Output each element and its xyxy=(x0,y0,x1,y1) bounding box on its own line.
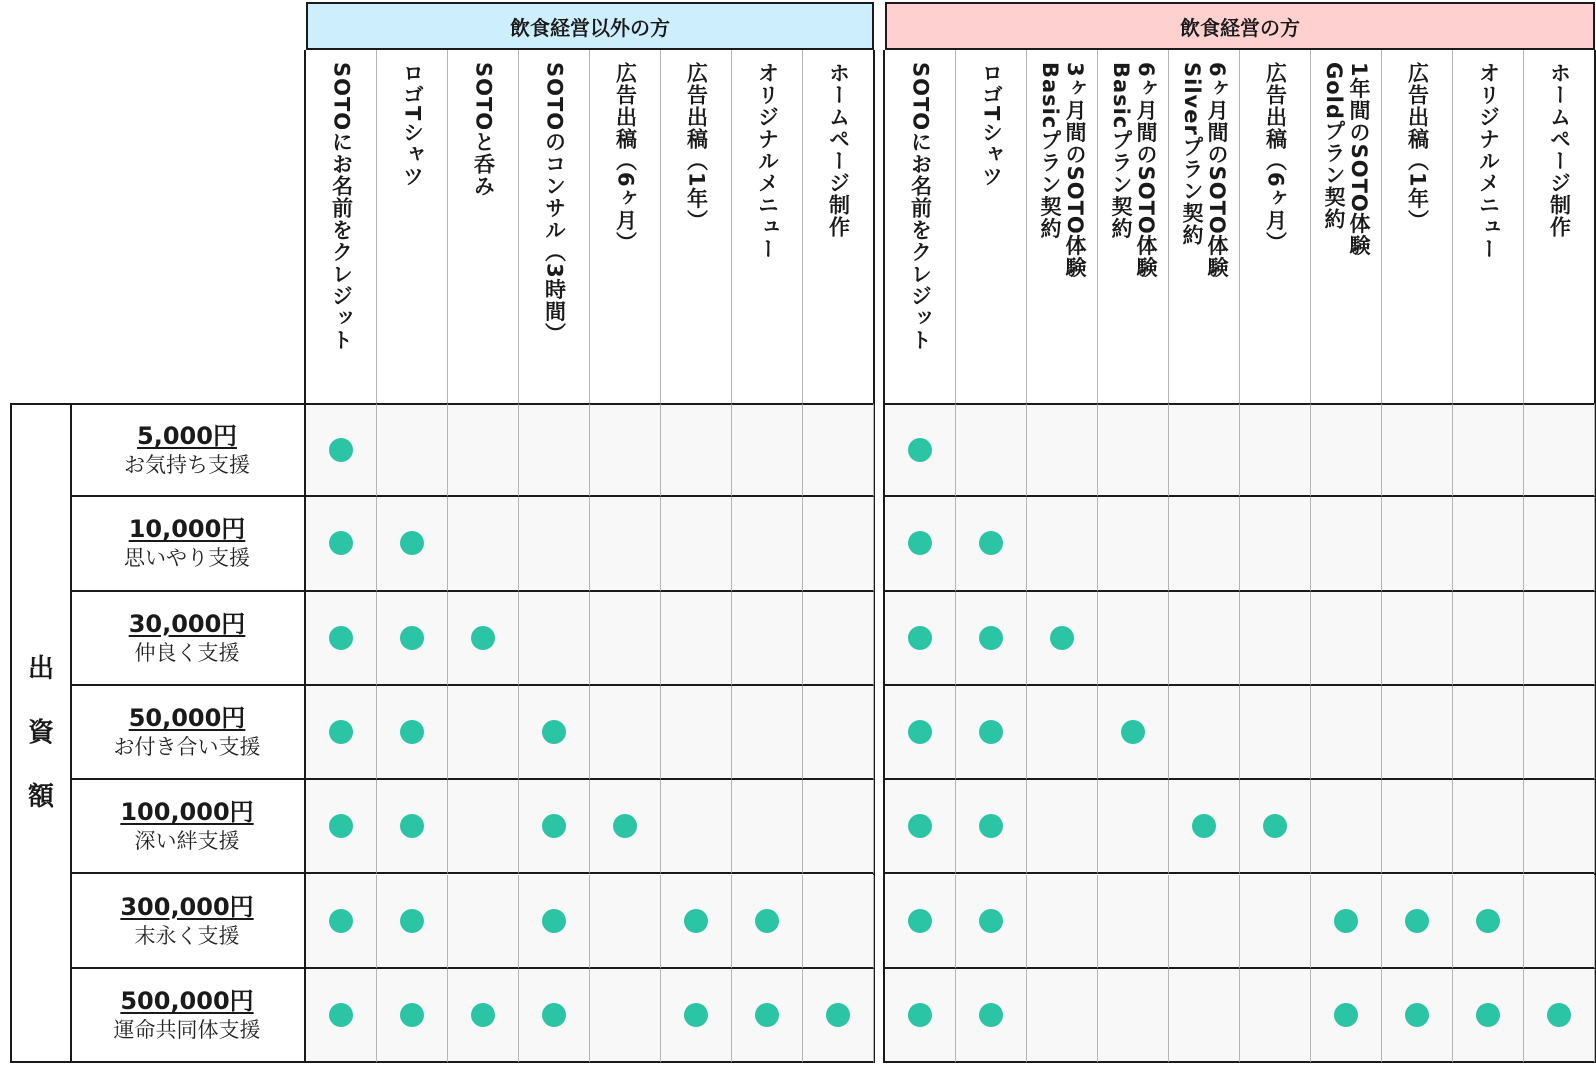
table-cell xyxy=(1311,875,1382,969)
row-label xyxy=(70,592,306,686)
included-dot-icon xyxy=(979,531,1003,555)
table-cell xyxy=(519,403,590,497)
table-cell xyxy=(1027,686,1098,780)
included-dot-icon xyxy=(542,814,566,838)
table-cell xyxy=(306,875,377,969)
row-label xyxy=(70,686,306,780)
included-dot-icon xyxy=(613,814,637,838)
table-cell xyxy=(1240,497,1311,591)
table-cell xyxy=(1524,875,1595,969)
column-header-label: SOTOにお名前をクレジット xyxy=(908,62,933,352)
row-amount: 500,000円 xyxy=(120,986,254,1015)
table-cell xyxy=(1311,686,1382,780)
table-cell xyxy=(448,497,519,591)
column-header-label: 広告出稿（6ヶ月） xyxy=(613,62,638,254)
included-dot-icon xyxy=(979,1003,1003,1027)
row-amount: 5,000円 xyxy=(137,422,237,451)
table-cell xyxy=(377,592,448,686)
table-cell xyxy=(885,969,956,1063)
table-cell xyxy=(1240,686,1311,780)
table-cell xyxy=(306,686,377,780)
table-cell xyxy=(1027,592,1098,686)
table-cell xyxy=(1311,592,1382,686)
included-dot-icon xyxy=(908,720,932,744)
row-tier-name: 運命共同体支援 xyxy=(113,1017,261,1042)
table-cell xyxy=(1382,969,1453,1063)
table-cell xyxy=(803,686,874,780)
table-cell xyxy=(306,497,377,591)
table-cell xyxy=(1453,686,1524,780)
table-cell xyxy=(590,875,661,969)
column-header xyxy=(306,50,377,403)
table-cell xyxy=(661,592,732,686)
column-header xyxy=(1169,50,1240,403)
column-header-label: 1年間のSOTO体験 Goldプラン契約 xyxy=(1322,62,1371,257)
row-tier-name: 思いやり支援 xyxy=(124,546,250,571)
column-header-label: 広告出稿（6ヶ月） xyxy=(1263,62,1288,254)
table-cell xyxy=(956,497,1027,591)
included-dot-icon xyxy=(979,814,1003,838)
table-cell xyxy=(1098,969,1169,1063)
included-dot-icon xyxy=(1263,814,1287,838)
included-dot-icon xyxy=(329,909,353,933)
table-cell xyxy=(590,497,661,591)
table-cell xyxy=(661,497,732,591)
included-dot-icon xyxy=(908,531,932,555)
table-cell xyxy=(519,497,590,591)
table-cell xyxy=(1453,780,1524,874)
included-dot-icon xyxy=(329,438,353,462)
row-amount: 50,000円 xyxy=(128,704,246,733)
row-tier-name: 末永く支援 xyxy=(134,923,240,948)
column-header-label: 3ヶ月間のSOTO体験 Basicプラン契約 xyxy=(1038,62,1087,279)
table-cell xyxy=(1311,780,1382,874)
included-dot-icon xyxy=(1050,626,1074,650)
table-cell xyxy=(1382,686,1453,780)
row-label xyxy=(70,403,306,497)
column-header-label: SOTOにお名前をクレジット xyxy=(329,62,354,352)
row-label xyxy=(70,969,306,1063)
table-cell xyxy=(448,592,519,686)
table-cell xyxy=(1240,780,1311,874)
table-cell xyxy=(1453,403,1524,497)
column-header xyxy=(956,50,1027,403)
table-cell xyxy=(448,403,519,497)
row-label xyxy=(70,875,306,969)
included-dot-icon xyxy=(329,626,353,650)
included-dot-icon xyxy=(979,909,1003,933)
column-header xyxy=(448,50,519,403)
column-header xyxy=(732,50,803,403)
included-dot-icon xyxy=(400,909,424,933)
table-cell xyxy=(1240,403,1311,497)
row-amount: 300,000円 xyxy=(120,892,254,921)
table-cell xyxy=(661,403,732,497)
column-header xyxy=(1453,50,1524,403)
table-cell xyxy=(1240,969,1311,1063)
table-cell xyxy=(1169,497,1240,591)
included-dot-icon xyxy=(471,1003,495,1027)
table-cell xyxy=(448,969,519,1063)
included-dot-icon xyxy=(542,720,566,744)
table-cell xyxy=(803,875,874,969)
table-cell xyxy=(306,592,377,686)
included-dot-icon xyxy=(542,1003,566,1027)
group-header-2: 飲食経営の方 xyxy=(885,2,1595,50)
row-amount: 100,000円 xyxy=(120,798,254,827)
group-header-1: 飲食経営以外の方 xyxy=(306,2,874,50)
table-cell xyxy=(377,969,448,1063)
table-cell xyxy=(1453,969,1524,1063)
row-amount: 10,000円 xyxy=(128,515,246,544)
included-dot-icon xyxy=(826,1003,850,1027)
table-cell xyxy=(885,497,956,591)
table-cell xyxy=(1169,592,1240,686)
row-label xyxy=(70,780,306,874)
table-cell xyxy=(1382,497,1453,591)
table-cell xyxy=(732,592,803,686)
table-cell xyxy=(1169,780,1240,874)
column-header xyxy=(1098,50,1169,403)
table-cell xyxy=(377,403,448,497)
included-dot-icon xyxy=(908,909,932,933)
column-header xyxy=(1240,50,1311,403)
column-header-label: ホームページ制作 xyxy=(826,62,851,238)
table-cell xyxy=(885,780,956,874)
table-cell xyxy=(1240,875,1311,969)
table-cell xyxy=(590,969,661,1063)
table-cell xyxy=(1453,592,1524,686)
included-dot-icon xyxy=(1476,909,1500,933)
table-cell xyxy=(1524,686,1595,780)
row-amount: 30,000円 xyxy=(128,609,246,638)
included-dot-icon xyxy=(542,909,566,933)
included-dot-icon xyxy=(471,626,495,650)
column-header-label: 広告出稿（1年） xyxy=(1405,62,1430,232)
included-dot-icon xyxy=(1405,1003,1429,1027)
column-header-label: オリジナルメニュー xyxy=(1476,62,1501,260)
table-cell xyxy=(803,403,874,497)
table-cell xyxy=(956,592,1027,686)
table-cell xyxy=(661,875,732,969)
row-label xyxy=(70,497,306,591)
included-dot-icon xyxy=(1334,1003,1358,1027)
included-dot-icon xyxy=(329,720,353,744)
table-cell xyxy=(306,969,377,1063)
row-tier-name: お付き合い支援 xyxy=(113,735,261,760)
table-cell xyxy=(1169,969,1240,1063)
table-cell xyxy=(519,969,590,1063)
table-cell xyxy=(956,969,1027,1063)
column-header-label: 広告出稿（1年） xyxy=(684,62,709,232)
table-cell xyxy=(1524,497,1595,591)
table-cell xyxy=(732,969,803,1063)
included-dot-icon xyxy=(400,1003,424,1027)
table-cell xyxy=(1453,497,1524,591)
table-cell xyxy=(956,686,1027,780)
table-cell xyxy=(803,969,874,1063)
table-cell xyxy=(1453,875,1524,969)
table-cell xyxy=(885,592,956,686)
row-tier-name: 仲良く支援 xyxy=(134,640,240,665)
table-cell xyxy=(1169,875,1240,969)
table-cell xyxy=(590,403,661,497)
table-cell xyxy=(661,686,732,780)
table-cell xyxy=(377,875,448,969)
included-dot-icon xyxy=(908,626,932,650)
included-dot-icon xyxy=(329,531,353,555)
included-dot-icon xyxy=(755,1003,779,1027)
side-label-char: 額 xyxy=(27,782,54,813)
included-dot-icon xyxy=(329,814,353,838)
included-dot-icon xyxy=(1121,720,1145,744)
table-cell xyxy=(519,686,590,780)
column-header-label: オリジナルメニュー xyxy=(755,62,780,260)
table-cell xyxy=(803,780,874,874)
included-dot-icon xyxy=(979,720,1003,744)
included-dot-icon xyxy=(1547,1003,1571,1027)
table-cell xyxy=(377,686,448,780)
column-header-label: ロゴTシャツ xyxy=(979,62,1004,188)
column-header xyxy=(661,50,732,403)
column-header xyxy=(1311,50,1382,403)
included-dot-icon xyxy=(684,909,708,933)
table-cell xyxy=(661,969,732,1063)
table-cell xyxy=(1169,403,1240,497)
column-header xyxy=(377,50,448,403)
included-dot-icon xyxy=(1192,814,1216,838)
table-cell xyxy=(1311,969,1382,1063)
table-cell xyxy=(732,497,803,591)
table-cell xyxy=(1098,686,1169,780)
table-cell xyxy=(1098,592,1169,686)
table-cell xyxy=(1311,403,1382,497)
table-cell xyxy=(1098,875,1169,969)
table-cell xyxy=(1524,969,1595,1063)
table-cell xyxy=(1524,780,1595,874)
table-cell xyxy=(519,592,590,686)
included-dot-icon xyxy=(400,720,424,744)
row-tier-name: お気持ち支援 xyxy=(124,453,250,478)
table-cell xyxy=(885,403,956,497)
column-header-label: SOTOのコンサル（3時間） xyxy=(542,62,567,345)
column-header xyxy=(590,50,661,403)
table-cell xyxy=(1524,592,1595,686)
table-cell xyxy=(885,686,956,780)
table-cell xyxy=(519,875,590,969)
table-cell xyxy=(1382,875,1453,969)
row-tier-name: 深い絆支援 xyxy=(134,829,240,854)
table-cell xyxy=(1027,780,1098,874)
table-cell xyxy=(306,403,377,497)
table-cell xyxy=(377,497,448,591)
table-cell xyxy=(1169,686,1240,780)
table-cell xyxy=(1240,592,1311,686)
table-cell xyxy=(732,403,803,497)
column-header xyxy=(1027,50,1098,403)
included-dot-icon xyxy=(1476,1003,1500,1027)
included-dot-icon xyxy=(329,1003,353,1027)
table-cell xyxy=(732,686,803,780)
column-header-label: 6ヶ月間のSOTO体験 Basicプラン契約 xyxy=(1109,62,1158,279)
table-cell xyxy=(1382,403,1453,497)
table-cell xyxy=(590,780,661,874)
table-cell xyxy=(448,686,519,780)
table-cell xyxy=(377,780,448,874)
table-cell xyxy=(519,780,590,874)
table-cell xyxy=(956,780,1027,874)
column-header-label: ロゴTシャツ xyxy=(400,62,425,188)
side-label-char: 資 xyxy=(27,718,54,749)
table-cell xyxy=(1524,403,1595,497)
table-cell xyxy=(803,592,874,686)
table-cell xyxy=(1382,780,1453,874)
side-label-char: 出 xyxy=(27,654,54,685)
included-dot-icon xyxy=(1334,909,1358,933)
table-cell xyxy=(1027,403,1098,497)
table-cell xyxy=(732,875,803,969)
table-cell xyxy=(448,780,519,874)
included-dot-icon xyxy=(400,531,424,555)
table-cell xyxy=(661,780,732,874)
table-cell xyxy=(1027,969,1098,1063)
table-cell xyxy=(590,592,661,686)
table-cell xyxy=(306,780,377,874)
table-cell xyxy=(1027,875,1098,969)
included-dot-icon xyxy=(1405,909,1429,933)
table-cell xyxy=(885,875,956,969)
column-header xyxy=(803,50,874,403)
table-cell xyxy=(448,875,519,969)
included-dot-icon xyxy=(400,814,424,838)
included-dot-icon xyxy=(908,438,932,462)
column-header-label: ホームページ制作 xyxy=(1547,62,1572,238)
table-cell xyxy=(956,403,1027,497)
column-header-label: SOTOと呑み xyxy=(471,62,496,198)
table-cell xyxy=(1027,497,1098,591)
table-cell xyxy=(1311,497,1382,591)
column-header-label: 6ヶ月間のSOTO体験 Silverプラン契約 xyxy=(1180,62,1229,279)
column-header xyxy=(1382,50,1453,403)
included-dot-icon xyxy=(908,814,932,838)
table-cell xyxy=(590,686,661,780)
table-cell xyxy=(732,780,803,874)
included-dot-icon xyxy=(908,1003,932,1027)
included-dot-icon xyxy=(684,1003,708,1027)
table-cell xyxy=(1098,780,1169,874)
column-header xyxy=(519,50,590,403)
table-cell xyxy=(956,875,1027,969)
included-dot-icon xyxy=(755,909,779,933)
included-dot-icon xyxy=(979,626,1003,650)
side-label-investment-amount xyxy=(10,403,72,1063)
table-cell xyxy=(1098,403,1169,497)
included-dot-icon xyxy=(400,626,424,650)
table-cell xyxy=(803,497,874,591)
column-header xyxy=(1524,50,1595,403)
column-header xyxy=(885,50,956,403)
table-cell xyxy=(1382,592,1453,686)
table-cell xyxy=(1098,497,1169,591)
